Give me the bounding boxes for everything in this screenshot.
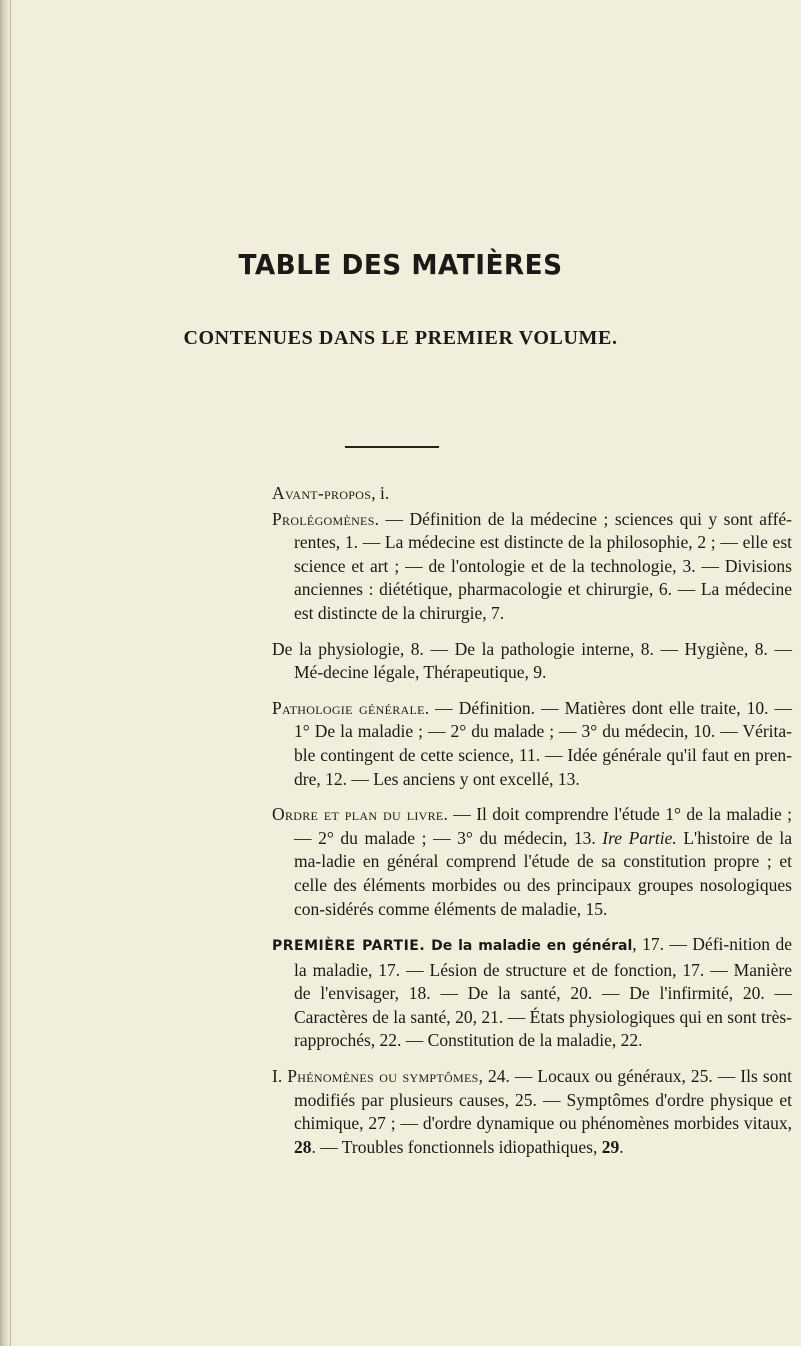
entry-page-number: 29 (601, 1136, 620, 1157)
entry-text: . — Troubles fonctionnels idiopathiques, (311, 1136, 602, 1157)
entry-page-number: 28 (294, 1136, 312, 1157)
entry-text: . — Définition de la médecine ; sciences qui y sont affé-rentes, 1. — La médecine est distincte de la philosophie, 2 ; — elle est science et art ; — de l'ontologie et de la technologie, 3. — Divisions anciennes : diététique, pharmacologie et chirurgie, 6. — La médecine est distincte de la chirurgie, 7. (294, 508, 792, 623)
page-binding-edge (0, 0, 14, 1346)
toc-entry-premiere-partie (272, 933, 792, 1053)
entry-heading: Pathologie générale (272, 697, 425, 718)
toc-entry-prolegomenes (272, 508, 792, 626)
entry-italic: Ire Partie. (602, 827, 677, 848)
entry-heading: Avant-propos (272, 483, 372, 503)
toc-entry-phenomenes (272, 1065, 792, 1159)
toc-entry-physiologie (272, 638, 792, 685)
entry-text: . — Il doit comprendre l'étude 1° de la maladie ; — 2° du malade ; — 3° du médecin, 13. (294, 804, 792, 848)
entry-heading: Phénomènes ou symptômes (287, 1066, 479, 1087)
page-subtitle: CONTENUES DANS LE PREMIER VOLUME. (183, 327, 618, 349)
page-binding-line (10, 0, 11, 1346)
entry-text: , i. (371, 483, 390, 503)
part-subheading: De la maladie en général (425, 938, 633, 955)
entry-text: . (619, 1136, 624, 1157)
entry-heading: Ordre et plan du livre (272, 804, 444, 825)
entry-text: De la physiologie, 8. — De la pathologie interne, 8. — Hygiène, 8. — Mé-decine légale, Thérapeutique, 9. (272, 638, 792, 683)
table-of-contents (272, 482, 792, 1171)
toc-entry-pathologie-generale (272, 697, 792, 791)
entry-text: L'histoire de la ma-ladie en général comprend l'étude de sa constitution propre ; et celle des éléments morbides ou des principaux groupes nosologiques con-sidérés comme éléments de maladie, 15. (294, 827, 793, 919)
title-rule (345, 446, 439, 448)
entry-text: . — Définition. — Matières dont elle traite, 10. — 1° De la maladie ; — 2° du malade ; — 3° du médecin, 10. — Vérita-ble contingent de cette science, 11. — Idée générale qu'il faut en pren-dre, 12. — Les anciens y ont excellé, 13. (294, 697, 792, 789)
entry-prefix: I. (272, 1066, 288, 1087)
toc-entry-avant-propos (272, 482, 792, 506)
toc-entry-ordre-et-plan (272, 803, 792, 921)
part-heading: PREMIÈRE PARTIE. (272, 938, 426, 955)
entry-heading: Prolégomènes (272, 508, 375, 529)
entry-text: , 24. — Locaux ou généraux, 25. — Ils sont modifiés par plusieurs causes, 25. — Symptômes d'ordre physique et chimique, 27 ; — d'ordre dynamique ou phénomènes morbides vitaux, (294, 1066, 792, 1134)
page-title: TABLE DES MATIÈRES (238, 248, 563, 281)
entry-text: , 17. — Défi-nition de la maladie, 17. — Lésion de structure et de fonction, 17. — Manière de l'envisager, 18. — De la santé, 20. — De l'infirmité, 20. — Caractères de la santé, 20, 21. — États physiologiques qui en sont très-rapprochés, 22. — Constitution de la maladie, 22. (294, 934, 792, 1051)
